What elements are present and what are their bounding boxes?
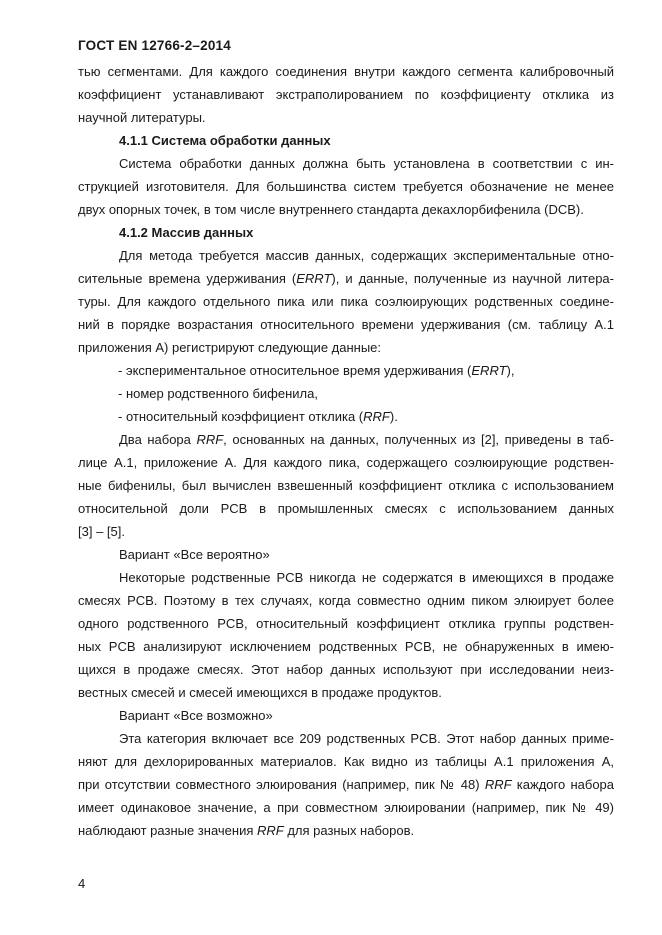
text-line: туры. Для каждого отдельного пика или пика соэлюирующих родственных соедине- [78, 294, 614, 309]
text-line: 4.1.2 Массив данных [119, 225, 254, 240]
text-line: коэффициент устанавливают экстраполированием по коэффициенту отклика из [78, 87, 614, 102]
text-line: ных PCB анализируют исключением родственных PCB, не обнаруженных в имею- [78, 639, 614, 654]
standard-header: ГОСТ EN 12766-2–2014 [78, 38, 231, 53]
text-line: ные бифенилы, был вычислен взвешенный коэффициент отклика с использованием [78, 478, 614, 493]
text-line: сительные времена удерживания (ERRT), и данные, полученные из научной литера- [78, 271, 614, 286]
text-line: - номер родственного бифенила, [118, 386, 318, 401]
text-line: вестных смесей и смесей имеющихся в продаже продуктов. [78, 685, 442, 700]
text-line: щихся в продаже смесях. Этот набор данных используют при исследовании неиз- [78, 662, 614, 677]
text-line: научной литературы. [78, 110, 206, 125]
text-line: Эта категория включает все 209 родственных PCB. Этот набор данных приме- [119, 731, 614, 746]
text-line: няют для дехлорированных материалов. Как видно из таблицы А.1 приложения А, [78, 754, 614, 769]
text-line: Два набора RRF, основанных на данных, полученных из [2], приведены в таб- [119, 432, 614, 447]
text-line: ний в порядке возрастания относительного времени удерживания (см. таблицу А.1 [78, 317, 614, 332]
text-line: [3] – [5]. [78, 524, 125, 539]
text-line: Вариант «Все возможно» [119, 708, 273, 723]
text-line: Система обработки данных должна быть установлена в соответствии с ин- [119, 156, 614, 171]
text-line: Некоторые родственные PCB никогда не содержатся в имеющихся в продаже [119, 570, 614, 585]
text-line: Вариант «Все вероятно» [119, 547, 270, 562]
text-line: смесях PCB. Поэтому в тех случаях, когда совместно одним пиком элюирует более [78, 593, 614, 608]
text-line: одного родственного PCB, относительный коэффициент отклика группы родствен- [78, 616, 614, 631]
text-line: при отсутствии совместного элюирования (например, пик № 48) RRF каждого набора [78, 777, 614, 792]
text-line: - относительный коэффициент отклика (RRF). [118, 409, 398, 424]
text-line: струкцией изготовителя. Для большинства систем требуется обозначение не менее [78, 179, 614, 194]
text-line: двух опорных точек, в том числе внутреннего стандарта декахлорбифенила (DCB). [78, 202, 584, 217]
text-line: наблюдают разные значения RRF для разных наборов. [78, 823, 415, 838]
page-number: 4 [78, 876, 86, 891]
body-text [78, 60, 614, 842]
text-line: Для метода требуется массив данных, содержащих экспериментальные отно- [119, 248, 614, 263]
text-line: имеет одинаковое значение, а при совместном элюировании (например, пик № 49) [78, 800, 614, 815]
text-line: лице А.1, приложение А. Для каждого пика, содержащего соэлюирующие родствен- [78, 455, 614, 470]
text-line: 4.1.1 Система обработки данных [119, 133, 331, 148]
text-line: относительной доли PCB в промышленных смесях с использованием данных [78, 501, 614, 516]
text-line: тью сегментами. Для каждого соединения внутри каждого сегмента калибровочный [78, 64, 614, 79]
text-line: - экспериментальное относительное время удерживания (ERRT), [118, 363, 515, 378]
text-line: приложения А) регистрируют следующие данные: [78, 340, 382, 355]
